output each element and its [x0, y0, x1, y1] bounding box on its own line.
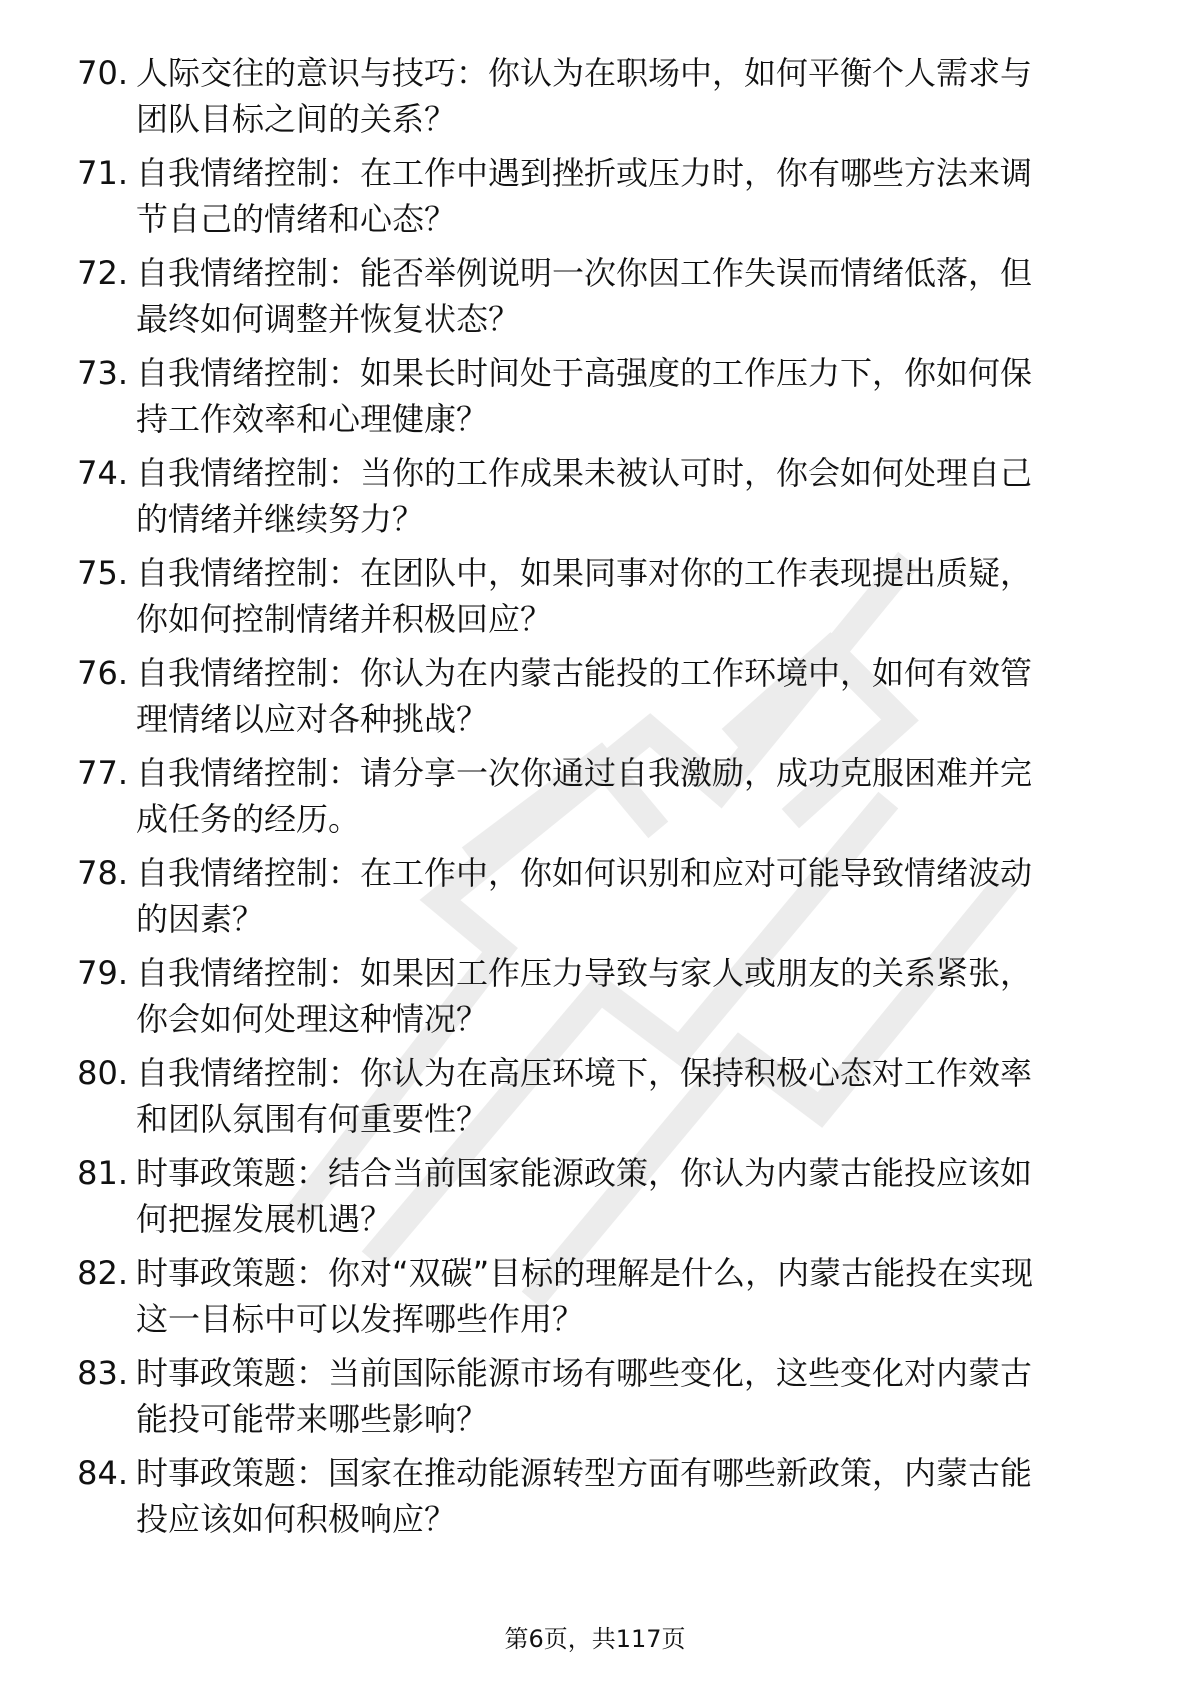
question-line: 自我情绪控制：在工作中遇到挫折或压力时，你有哪些方法来调: [136, 154, 1033, 192]
question-item-81: [58, 1150, 1118, 1250]
question-text: [128, 250, 1136, 342]
question-text: [128, 450, 1136, 542]
question-item-73: [58, 350, 1118, 450]
question-item-72: [58, 250, 1118, 350]
question-text: [128, 650, 1136, 742]
question-text: [128, 1250, 1136, 1342]
question-text: [128, 850, 1136, 942]
question-line: 这一目标中可以发挥哪些作用？: [136, 1300, 585, 1338]
question-line: 能投可能带来哪些影响？: [136, 1400, 489, 1438]
question-line: 时事政策题：当前国际能源市场有哪些变化，这些变化对内蒙古: [136, 1354, 1033, 1392]
question-text: [128, 950, 1136, 1042]
question-text: [128, 1050, 1136, 1142]
question-number: 75.: [77, 554, 128, 592]
question-line: 自我情绪控制：如果因工作压力导致与家人或朋友的关系紧张，: [136, 954, 1033, 992]
question-text: [128, 1350, 1136, 1442]
question-line: 投应该如何积极响应？: [136, 1500, 457, 1538]
question-line: 最终如何调整并恢复状态？: [136, 300, 521, 338]
question-item-75: [58, 550, 1118, 650]
question-line: 自我情绪控制：在团队中，如果同事对你的工作表现提出质疑，: [136, 554, 1033, 592]
question-number: 72.: [77, 254, 128, 292]
question-line: 自我情绪控制：你认为在高压环境下，保持积极心态对工作效率: [136, 1054, 1033, 1092]
question-number: 83.: [77, 1354, 128, 1392]
question-number: 71.: [77, 154, 128, 192]
question-text: [128, 550, 1136, 642]
question-line: 持工作效率和心理健康？: [136, 400, 489, 438]
question-item-70: [58, 50, 1118, 150]
question-line: 你如何控制情绪并积极回应？: [136, 600, 553, 638]
question-item-77: [58, 750, 1118, 850]
question-line: 节自己的情绪和心态？: [136, 200, 457, 238]
question-line: 自我情绪控制：如果长时间处于高强度的工作压力下，你如何保: [136, 354, 1033, 392]
question-number: 78.: [77, 854, 128, 892]
question-number: 80.: [77, 1054, 128, 1092]
question-number: 82.: [77, 1254, 128, 1292]
question-item-76: [58, 650, 1118, 750]
question-text: [128, 1150, 1136, 1242]
question-item-74: [58, 450, 1118, 550]
question-item-71: [58, 150, 1118, 250]
question-line: 何把握发展机遇？: [136, 1200, 393, 1238]
question-line: 的情绪并继续努力？: [136, 500, 425, 538]
question-line: 人际交往的意识与技巧：你认为在职场中，如何平衡个人需求与: [136, 54, 1033, 92]
question-line: 时事政策题：国家在推动能源转型方面有哪些新政策，内蒙古能: [136, 1454, 1033, 1492]
question-line: 团队目标之间的关系？: [136, 100, 457, 138]
question-number: 79.: [77, 954, 128, 992]
question-item-82: [58, 1250, 1118, 1350]
question-line: 的因素？: [136, 900, 265, 938]
question-text: [128, 50, 1136, 142]
question-line: 时事政策题：你对“双碳”目标的理解是什么，内蒙古能投在实现: [136, 1254, 1034, 1292]
question-line: 自我情绪控制：请分享一次你通过自我激励，成功克服困难并完: [136, 754, 1033, 792]
question-item-80: [58, 1050, 1118, 1150]
question-line: 自我情绪控制：你认为在内蒙古能投的工作环境中，如何有效管: [136, 654, 1033, 692]
question-number: 81.: [77, 1154, 128, 1192]
question-line: 理情绪以应对各种挑战？: [136, 700, 489, 738]
question-number: 70.: [77, 54, 128, 92]
question-line: 自我情绪控制：能否举例说明一次你因工作失误而情绪低落，但: [136, 254, 1033, 292]
question-text: [128, 750, 1136, 842]
question-item-78: [58, 850, 1118, 950]
question-number: 77.: [77, 754, 128, 792]
page-number-footer: 第6页，共117页: [504, 1625, 686, 1653]
question-text: [128, 1450, 1136, 1542]
question-line: 和团队氛围有何重要性？: [136, 1100, 489, 1138]
question-item-79: [58, 950, 1118, 1050]
question-list: [58, 50, 1118, 1550]
question-number: 84.: [77, 1454, 128, 1492]
question-item-83: [58, 1350, 1118, 1450]
question-text: [128, 350, 1136, 442]
question-line: 自我情绪控制：在工作中，你如何识别和应对可能导致情绪波动: [136, 854, 1033, 892]
question-line: 成任务的经历。: [136, 800, 361, 838]
question-number: 73.: [77, 354, 128, 392]
question-number: 74.: [77, 454, 128, 492]
question-text: [128, 150, 1136, 242]
question-number: 76.: [77, 654, 128, 692]
question-line: 你会如何处理这种情况？: [136, 1000, 489, 1038]
question-line: 自我情绪控制：当你的工作成果未被认可时，你会如何处理自己: [136, 454, 1033, 492]
question-line: 时事政策题：结合当前国家能源政策，你认为内蒙古能投应该如: [136, 1154, 1033, 1192]
question-item-84: [58, 1450, 1118, 1550]
